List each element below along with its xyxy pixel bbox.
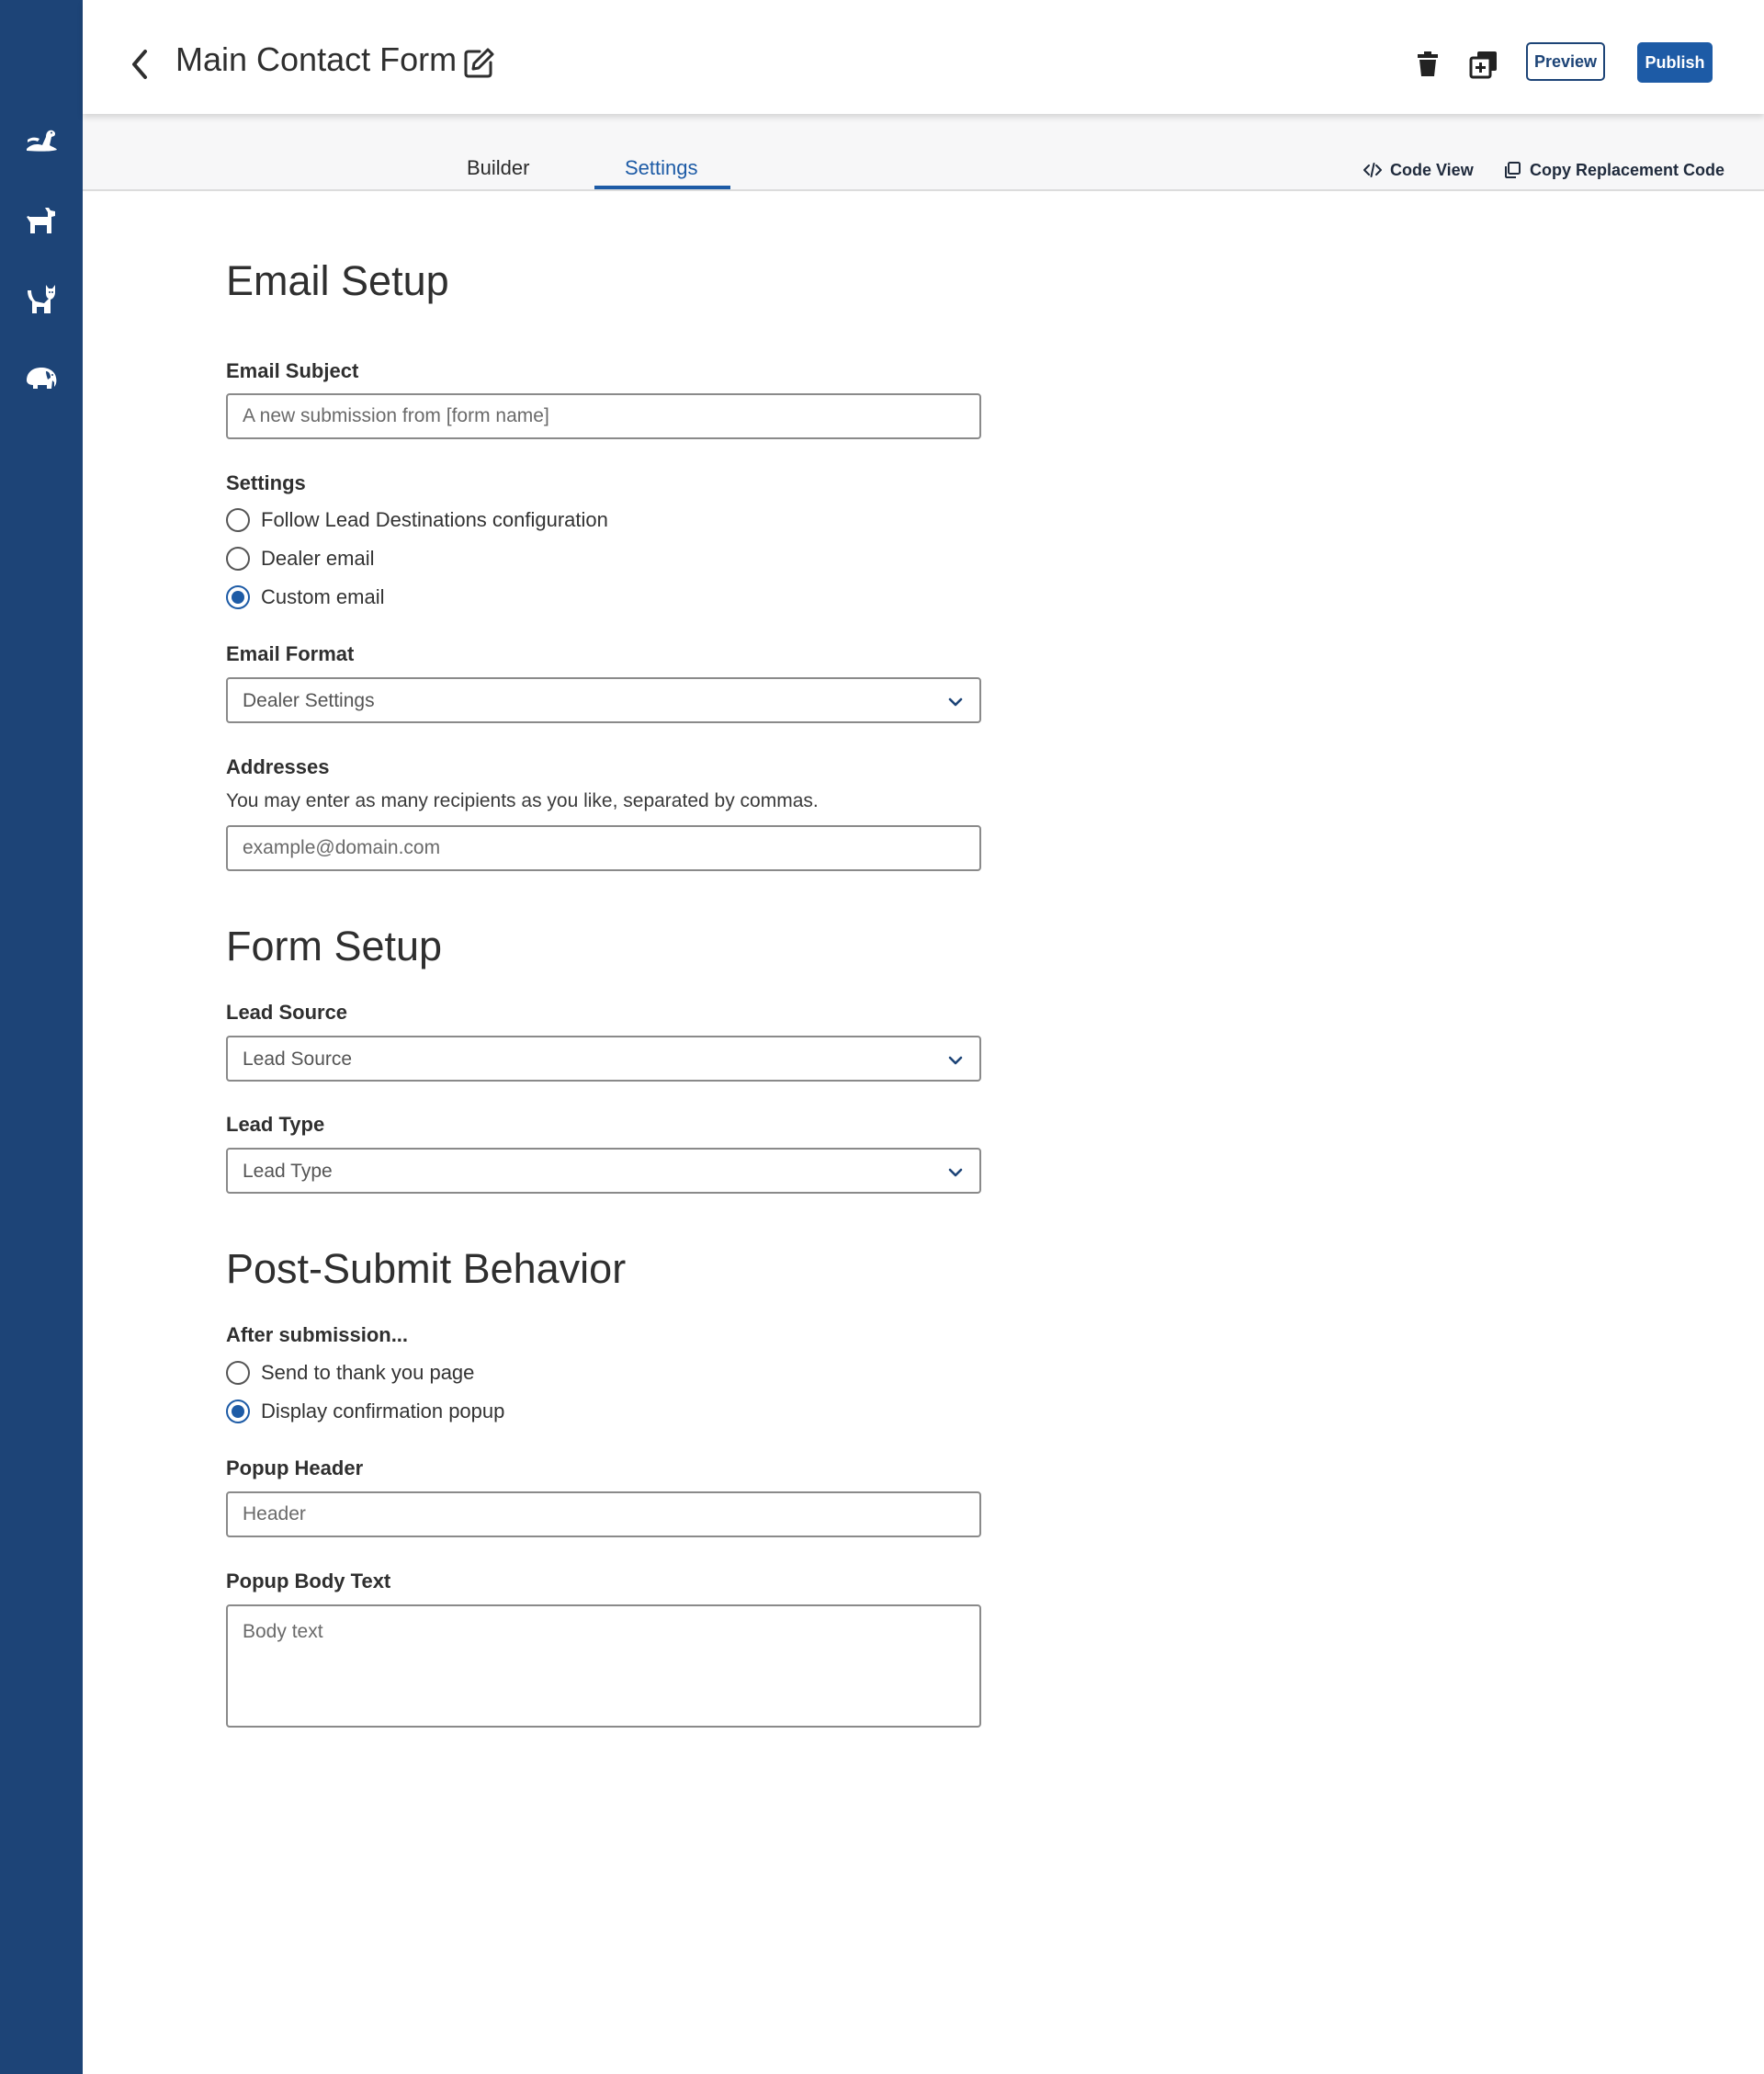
- page-title: Main Contact Form: [175, 40, 458, 78]
- email-subject-label: Email Subject: [226, 359, 359, 382]
- radio-button-selected[interactable]: [226, 1400, 250, 1423]
- popup-header-label: Popup Header: [226, 1456, 364, 1479]
- preview-button[interactable]: Preview: [1526, 42, 1605, 81]
- copy-replacement-code-label: Copy Replacement Code: [1530, 160, 1725, 179]
- edit-title-icon[interactable]: [461, 46, 496, 81]
- addresses-help-text: You may enter as many recipients as you like, separated by commas.: [226, 790, 819, 811]
- lead-type-label: Lead Type: [226, 1113, 325, 1136]
- dog-icon[interactable]: [24, 202, 59, 237]
- popup-body-label: Popup Body Text: [226, 1570, 391, 1592]
- publish-button[interactable]: Publish: [1637, 42, 1713, 83]
- popup-body-textarea[interactable]: [226, 1604, 981, 1728]
- radio-label: Send to thank you page: [261, 1361, 475, 1384]
- tab-settings[interactable]: Settings: [625, 156, 698, 179]
- radio-button[interactable]: [226, 508, 250, 532]
- radio-button[interactable]: [226, 547, 250, 571]
- lead-source-select[interactable]: [226, 1036, 981, 1082]
- code-icon: [1363, 160, 1383, 180]
- elephant-icon[interactable]: [24, 360, 59, 395]
- radio-button-selected[interactable]: [226, 585, 250, 609]
- top-bar: [83, 0, 1764, 114]
- copy-replacement-code-link[interactable]: [1502, 160, 1724, 180]
- lead-type-value: Lead Type: [243, 1161, 333, 1182]
- chevron-down-icon: [946, 693, 965, 711]
- seal-icon[interactable]: [24, 121, 59, 156]
- radio-follow-lead-destinations[interactable]: [226, 508, 608, 532]
- email-format-label: Email Format: [226, 642, 355, 665]
- email-setup-title: Email Setup: [226, 257, 449, 304]
- code-view-label: Code View: [1390, 160, 1474, 179]
- cat-icon[interactable]: [24, 281, 59, 316]
- post-submit-title: Post-Submit Behavior: [226, 1245, 627, 1292]
- copy-icon: [1502, 160, 1522, 180]
- radio-label: Display confirmation popup: [261, 1400, 505, 1422]
- radio-dealer-email[interactable]: [226, 547, 375, 571]
- lead-type-select[interactable]: [226, 1148, 981, 1194]
- form-setup-title: Form Setup: [226, 923, 443, 969]
- duplicate-icon[interactable]: [1469, 50, 1498, 79]
- radio-label: Follow Lead Destinations configuration: [261, 508, 608, 531]
- email-format-value: Dealer Settings: [243, 690, 375, 711]
- settings-label: Settings: [226, 471, 306, 494]
- email-format-select[interactable]: [226, 677, 981, 723]
- code-view-link[interactable]: [1363, 160, 1474, 180]
- sidebar: [0, 0, 83, 2074]
- radio-custom-email[interactable]: [226, 585, 384, 609]
- chevron-down-icon: [946, 1051, 965, 1070]
- back-arrow-icon[interactable]: [127, 46, 153, 83]
- tab-bar: [83, 114, 1764, 191]
- radio-label: Dealer email: [261, 547, 375, 570]
- radio-display-confirmation-popup[interactable]: [226, 1400, 504, 1423]
- tab-builder[interactable]: Builder: [467, 156, 530, 179]
- addresses-label: Addresses: [226, 755, 330, 778]
- chevron-down-icon: [946, 1163, 965, 1182]
- trash-icon[interactable]: [1414, 51, 1442, 78]
- email-subject-input[interactable]: [226, 393, 981, 439]
- radio-button[interactable]: [226, 1361, 250, 1385]
- popup-header-input[interactable]: [226, 1491, 981, 1537]
- lead-source-value: Lead Source: [243, 1048, 353, 1070]
- radio-label: Custom email: [261, 585, 385, 608]
- radio-send-thank-you-page[interactable]: [226, 1361, 474, 1385]
- active-tab-indicator: [594, 186, 730, 189]
- lead-source-label: Lead Source: [226, 1001, 348, 1024]
- addresses-input[interactable]: [226, 825, 981, 871]
- after-submission-label: After submission...: [226, 1323, 409, 1346]
